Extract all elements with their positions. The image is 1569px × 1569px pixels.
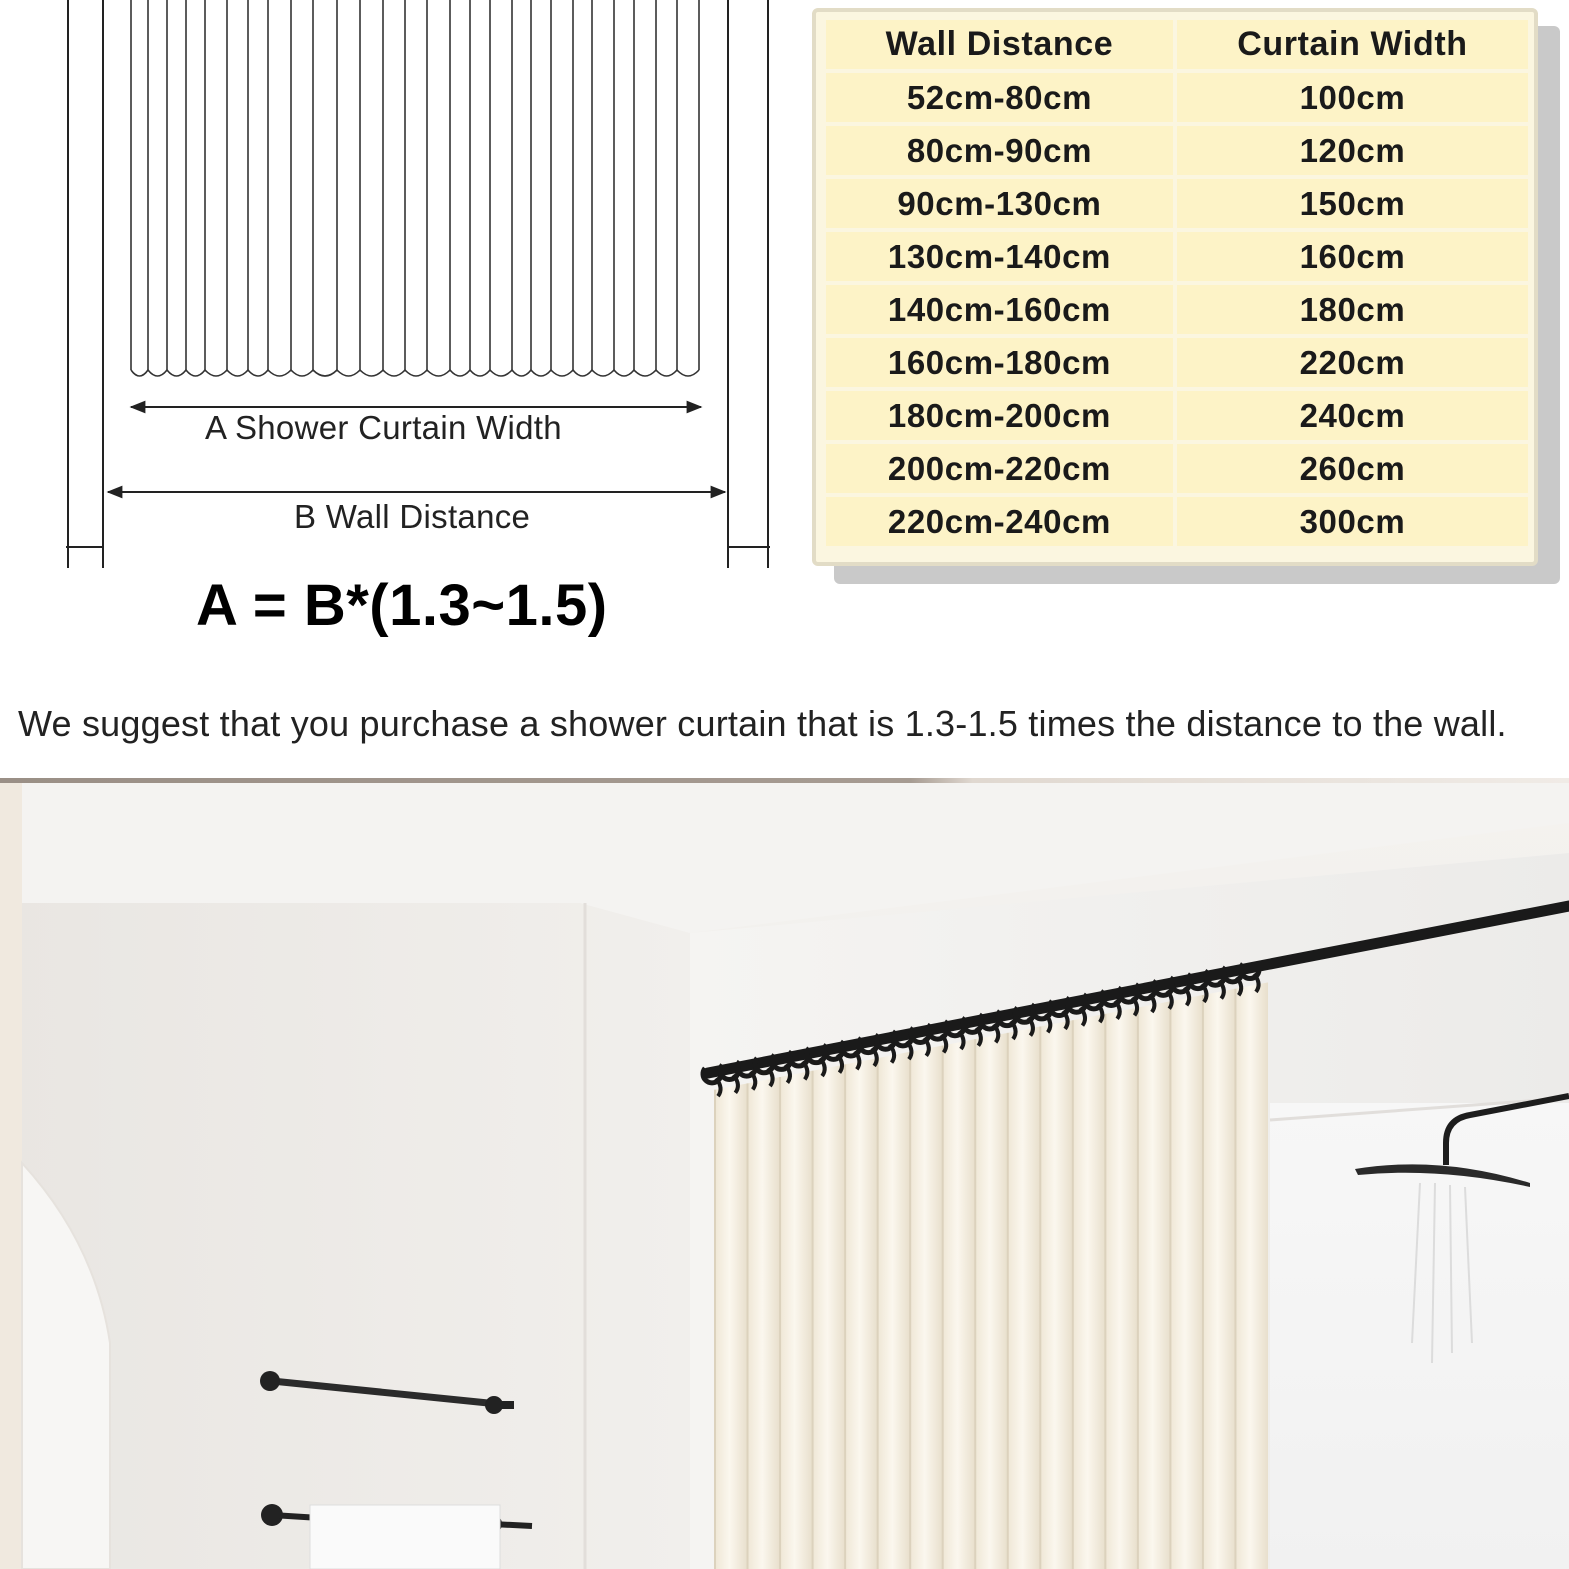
table-row xyxy=(826,444,1528,493)
table-row xyxy=(826,497,1528,546)
curtain-fold xyxy=(1138,1001,1171,1569)
wall-distance-cell: 220cm-240cm xyxy=(826,497,1173,546)
wall-distance-cell: 180cm-200cm xyxy=(826,391,1173,440)
curtain-width-cell: 300cm xyxy=(1177,497,1528,546)
size-formula: A = B*(1.3~1.5) xyxy=(196,573,608,638)
curtain-fold xyxy=(1203,989,1236,1569)
table-row xyxy=(826,73,1528,122)
curtain-fold xyxy=(975,1033,1008,1569)
curtain-fold xyxy=(943,1039,976,1569)
size-chart xyxy=(812,8,1538,566)
curtain-fold xyxy=(1040,1020,1073,1569)
right-wall xyxy=(728,0,770,568)
curtain-width-cell: 240cm xyxy=(1177,391,1528,440)
table-row xyxy=(826,232,1528,281)
curtain-width-cell: 160cm xyxy=(1177,232,1528,281)
curtain-width-cell: 260cm xyxy=(1177,444,1528,493)
curtain-fold xyxy=(845,1058,878,1569)
curtain-fold xyxy=(748,1077,781,1569)
table-row xyxy=(826,338,1528,387)
wall-distance-cell: 130cm-140cm xyxy=(826,232,1173,281)
wall-distance-cell: 160cm-180cm xyxy=(826,338,1173,387)
table-row xyxy=(826,285,1528,334)
curtain-fold xyxy=(1008,1027,1041,1569)
curtain-fold xyxy=(1105,1008,1138,1569)
curtain-width-cell: 180cm xyxy=(1177,285,1528,334)
curtain-width-cell: 220cm xyxy=(1177,338,1528,387)
curtain-width-header: Curtain Width xyxy=(1177,20,1528,69)
curtain-width-label: A Shower Curtain Width xyxy=(205,409,562,446)
curtain-fold xyxy=(878,1052,911,1569)
curtain-fold xyxy=(1170,995,1203,1569)
wall-distance-cell: 52cm-80cm xyxy=(826,73,1173,122)
curtain-fold xyxy=(715,1083,748,1569)
bathroom-photo xyxy=(0,783,1569,1569)
wall-distance-cell: 90cm-130cm xyxy=(826,179,1173,228)
curtain-width-cell: 100cm xyxy=(1177,73,1528,122)
curtain-fold xyxy=(780,1071,813,1569)
table-row xyxy=(826,391,1528,440)
curtain-pleats xyxy=(131,0,699,376)
table-header-row xyxy=(826,20,1528,69)
wall-distance-label: B Wall Distance xyxy=(294,498,531,535)
table-row xyxy=(826,179,1528,228)
curtain-width-cell: 150cm xyxy=(1177,179,1528,228)
suggestion-text: We suggest that you purchase a shower curtain that is 1.3-1.5 times the distance to the wall. xyxy=(18,703,1507,744)
wall-distance-cell: 80cm-90cm xyxy=(826,126,1173,175)
curtain-fold xyxy=(1073,1014,1106,1569)
curtain-fold xyxy=(910,1045,943,1569)
curtain-fold xyxy=(1235,982,1268,1569)
wall-distance-cell: 140cm-160cm xyxy=(826,285,1173,334)
table-row xyxy=(826,126,1528,175)
size-table xyxy=(822,16,1532,550)
wall-distance-header: Wall Distance xyxy=(826,20,1173,69)
curtain-width-diagram xyxy=(0,0,800,660)
curtain-fold xyxy=(813,1064,846,1569)
wall-distance-cell: 200cm-220cm xyxy=(826,444,1173,493)
left-wall xyxy=(66,0,103,568)
curtain-width-cell: 120cm xyxy=(1177,126,1528,175)
